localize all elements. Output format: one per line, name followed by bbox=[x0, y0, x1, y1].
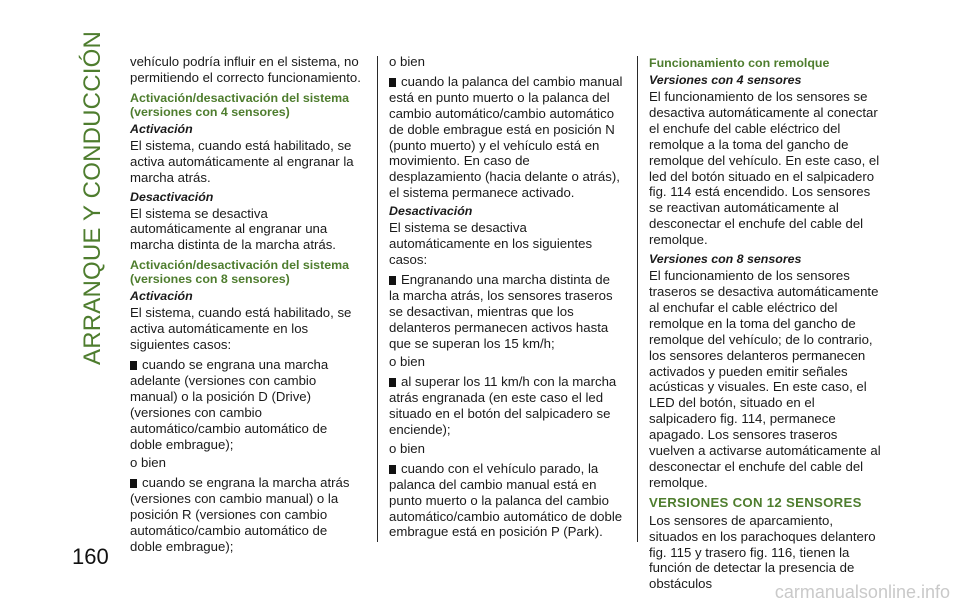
versions-4-text: El funcionamiento de los sensores se desactiva automáticamente al conectar el enchufe del cable eléctrico del remolque a la toma del gancho de remolque del vehículo. En este caso, el led del botón situado en el salpicadero fig. 114 está encendido. Los sensores se reactivan automáticamente al desconectar el enchufe del cable del remolque. bbox=[649, 89, 880, 248]
bullet-square-icon bbox=[389, 78, 396, 87]
text-column-2 bbox=[389, 54, 623, 543]
or-separator: o bien bbox=[389, 354, 425, 370]
list-item-text: Engranando una marcha distinta de la marcha atrás, los sensores traseros se desactivan, mientras que los delanteros permanecen activos hasta que se superan los 15 km/h; bbox=[389, 271, 613, 351]
chapter-side-title bbox=[73, 30, 113, 366]
heading-8-sensors: Activación/desactivación del sistema (versiones con 8 sensores) bbox=[130, 258, 349, 287]
list-item-text: cuando la palanca del cambio manual está en punto muerto o la palanca del cambio automático/cambio automático de doble embrague está en posición N (punto muerto) y el vehículo está en movimiento. En caso de desplazamiento (hacia delante o atrás), el sistema permanece activado. bbox=[389, 73, 623, 201]
heading-4-sensors: Activación/desactivación del sistema (versiones con 4 sensores) bbox=[130, 90, 349, 119]
versions-8-text: El funcionamiento de los sensores traseros se desactiva automáticamente al enchufar el cable eléctrico del remolque en la toma del gancho de remolque del vehículo; de lo contrario, los sensores delanteros permanecen activados y pueden emitir señales acústicas y visuales. En este caso, el LED del botón, situado en el salpicadero fig. 114, permanece apagado. Los sensores traseros vuelven a activarse automáticamente al desconectar el enchufe del cable del remolque. bbox=[649, 268, 881, 490]
or-separator: o bien bbox=[389, 440, 425, 456]
subheading-deactivation-8: Desactivación bbox=[389, 204, 473, 219]
page-number: 160 bbox=[72, 544, 109, 569]
list-item bbox=[389, 74, 623, 201]
bullet-square-icon bbox=[389, 465, 396, 474]
subheading-activation-8: Activación bbox=[130, 289, 193, 304]
list-item bbox=[130, 475, 362, 555]
bullet-square-icon bbox=[389, 378, 396, 387]
or-separator: o bien bbox=[130, 455, 166, 471]
column-divider-2 bbox=[637, 56, 638, 542]
or-separator: o bien bbox=[389, 54, 425, 69]
subheading-activation: Activación bbox=[130, 121, 193, 136]
subheading-versions-8: Versiones con 8 sensores bbox=[649, 252, 802, 267]
column-divider-1 bbox=[377, 56, 378, 542]
list-item-text: cuando se engrana la marcha atrás (versiones con cambio manual) o la posición R (versiones con cambio automático/cambio automático de doble embrague); bbox=[130, 475, 350, 554]
list-item-text: cuando con el vehículo parado, la palanca del cambio manual está en punto muerto o la palanca del cambio automático/cambio automático de doble embrague está en posición P (Park). bbox=[389, 460, 623, 540]
text-column-1 bbox=[130, 54, 362, 558]
activation-8-text: El sistema, cuando está habilitado, se activa automáticamente en los siguientes casos: bbox=[130, 305, 352, 353]
bullet-square-icon bbox=[389, 276, 396, 285]
intro-paragraph: vehículo podría influir en el sistema, no permitiendo el correcto funcionamiento. bbox=[130, 54, 361, 85]
list-item-text: cuando se engrana una marcha adelante (versiones con cambio manual) o la posición D (Drive) (versiones con cambio automático/cambio automático de doble embrague); bbox=[130, 356, 329, 452]
bullet-square-icon bbox=[130, 361, 137, 370]
list-item-text: al superar los 11 km/h con la marcha atrás engranada (en este caso el led situado en el botón del salpicadero se enciende); bbox=[389, 374, 617, 438]
list-item bbox=[389, 272, 623, 352]
list-item bbox=[389, 374, 623, 438]
text-column-3 bbox=[649, 54, 884, 596]
heading-trailer: Funcionamiento con remolque bbox=[649, 56, 830, 70]
watermark-text: carmanualsonline.info bbox=[774, 582, 950, 602]
versions-12-text: Los sensores de aparcamiento, situados en los parachoques delantero fig. 115 y trasero fig. 116, tienen la función de detectar la presencia de obstáculos bbox=[649, 512, 876, 592]
deactivation-8-text: El sistema se desactiva automáticamente en los siguientes casos: bbox=[389, 220, 593, 267]
list-item bbox=[389, 461, 623, 541]
subheading-versions-4: Versiones con 4 sensores bbox=[649, 73, 802, 87]
chapter-title-text: ARRANQUE Y CONDUCCIÓN bbox=[79, 30, 106, 366]
bullet-square-icon bbox=[130, 479, 137, 488]
subheading-deactivation: Desactivación bbox=[130, 189, 214, 204]
heading-12-sensors: VERSIONES CON 12 SENSORES bbox=[649, 494, 862, 510]
activation-text: El sistema, cuando está habilitado, se activa automáticamente al engranar la marcha atrás. bbox=[130, 137, 354, 185]
deactivation-text: El sistema se desactiva automáticamente al engranar una marcha distinta de la marcha atrás. bbox=[130, 205, 336, 253]
list-item bbox=[130, 357, 362, 452]
